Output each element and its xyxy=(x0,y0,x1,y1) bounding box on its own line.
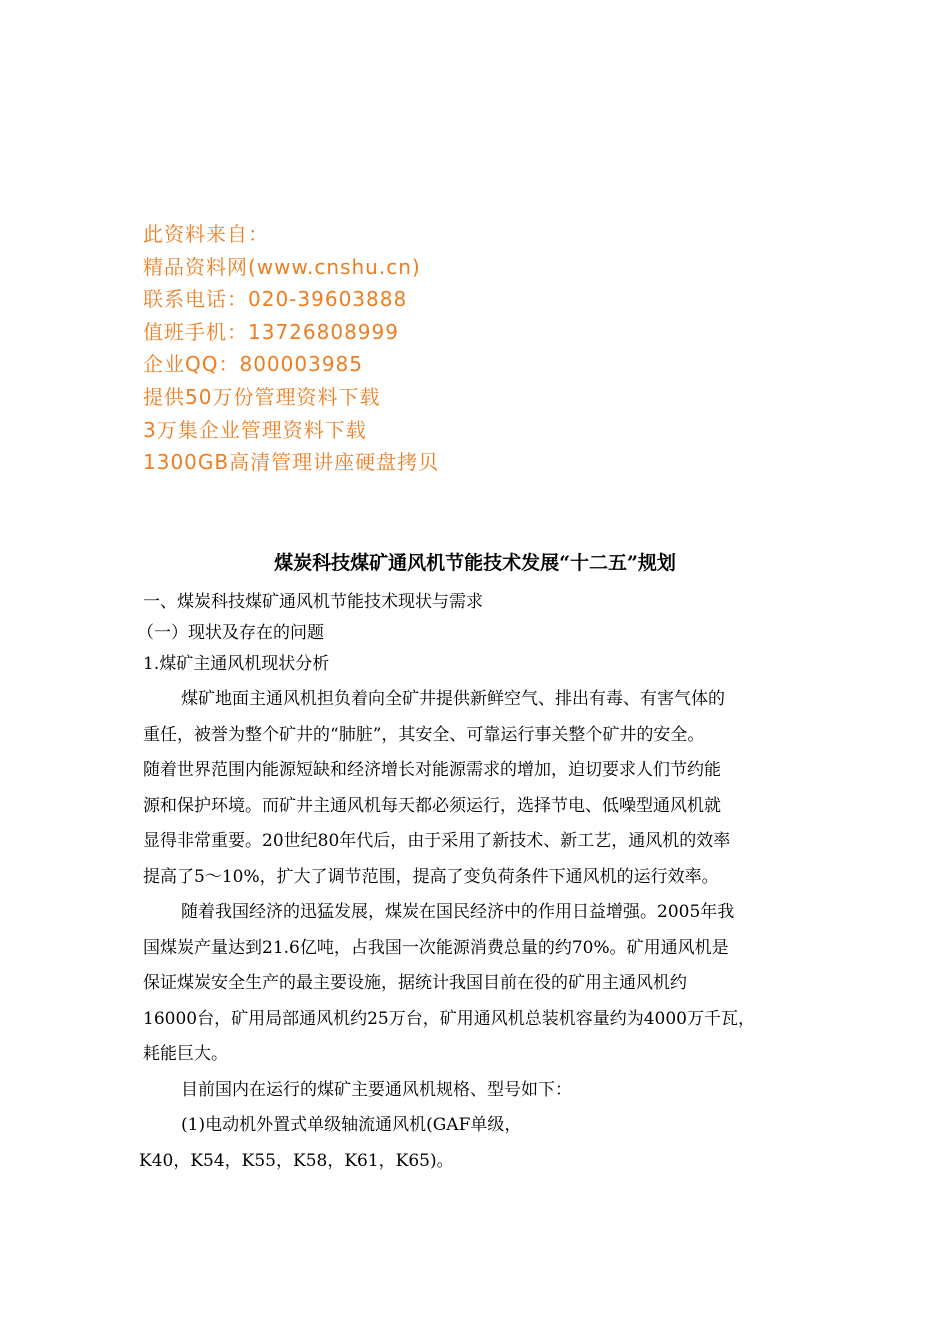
paragraph-2 xyxy=(143,895,823,1073)
source-line-offer-2: 3万集企业管理资料下载 xyxy=(143,417,367,442)
section-heading-1: 一、煤炭科技煤矿通风机节能技术现状与需求 xyxy=(143,592,483,612)
section-heading-3: 1.煤矿主通风机现状分析 xyxy=(143,654,330,674)
paragraph-4-line: K40，K54，K55，K58，K61，K65)。 xyxy=(139,1150,454,1171)
source-line-mobile: 值班手机：13726808999 xyxy=(143,319,399,344)
paragraph-1-line: 显得非常重要。20世纪80年代后，由于采用了新技术、新工艺，通风机的效率 xyxy=(143,831,731,851)
source-info-block xyxy=(143,218,843,479)
paragraph-4 xyxy=(139,1108,823,1179)
paragraph-4-line: (1)电动机外置式单级轴流通风机(GAF单级， xyxy=(181,1115,522,1135)
paragraph-1-line: 重任，被誉为整个矿井的“肺脏”，其安全、可靠运行事关整个矿井的安全。 xyxy=(143,724,705,745)
source-line-offer-1: 提供50万份管理资料下载 xyxy=(143,384,381,409)
section-heading-2: （一）现状及存在的问题 xyxy=(137,623,324,643)
paragraph-1-line: 源和保护环境。而矿井主通风机每天都必须运行，选择节电、低噪型通风机就 xyxy=(143,795,721,816)
paragraph-2-line: 国煤炭产量达到21.6亿吨，占我国一次能源消费总量的约70%。矿用通风机是 xyxy=(143,937,729,958)
paragraph-1-line: 随着世界范围内能源短缺和经济增长对能源需求的增加，迫切要求人们节约能 xyxy=(143,760,721,780)
paragraph-2-line: 保证煤炭安全生产的最主要设施，据统计我国目前在役的矿用主通风机约 xyxy=(143,973,687,993)
source-line-intro: 此资料来自： xyxy=(143,222,269,246)
source-line-phone: 联系电话：020-39603888 xyxy=(143,287,408,312)
source-line-website: 精品资料网(www.cnshu.cn) xyxy=(143,254,421,279)
paragraph-2-line: 16000台，矿用局部通风机约25万台，矿用通风机总装机容量约为4000万千瓦， xyxy=(143,1008,755,1029)
paragraph-1-line: 提高了5～10%，扩大了调节范围，提高了变负荷条件下通风机的运行效率。 xyxy=(143,866,719,887)
paragraph-3: 目前国内在运行的煤矿主要通风机规格、型号如下： xyxy=(181,1079,572,1100)
paragraph-1 xyxy=(143,682,823,895)
paragraph-1-line: 煤矿地面主通风机担负着向全矿井提供新鲜空气、排出有毒、有害气体的 xyxy=(181,689,725,709)
document-title: 煤炭科技煤矿通风机节能技术发展“十二五”规划 xyxy=(274,552,676,574)
source-line-offer-3: 1300GB高清管理讲座硬盘拷贝 xyxy=(143,450,440,475)
source-line-qq: 企业QQ：800003985 xyxy=(143,352,364,377)
paragraph-2-line: 耗能巨大。 xyxy=(143,1044,228,1064)
document-body xyxy=(137,587,823,1179)
paragraph-2-line: 随着我国经济的迅猛发展，煤炭在国民经济中的作用日益增强。2005年我 xyxy=(181,902,735,922)
